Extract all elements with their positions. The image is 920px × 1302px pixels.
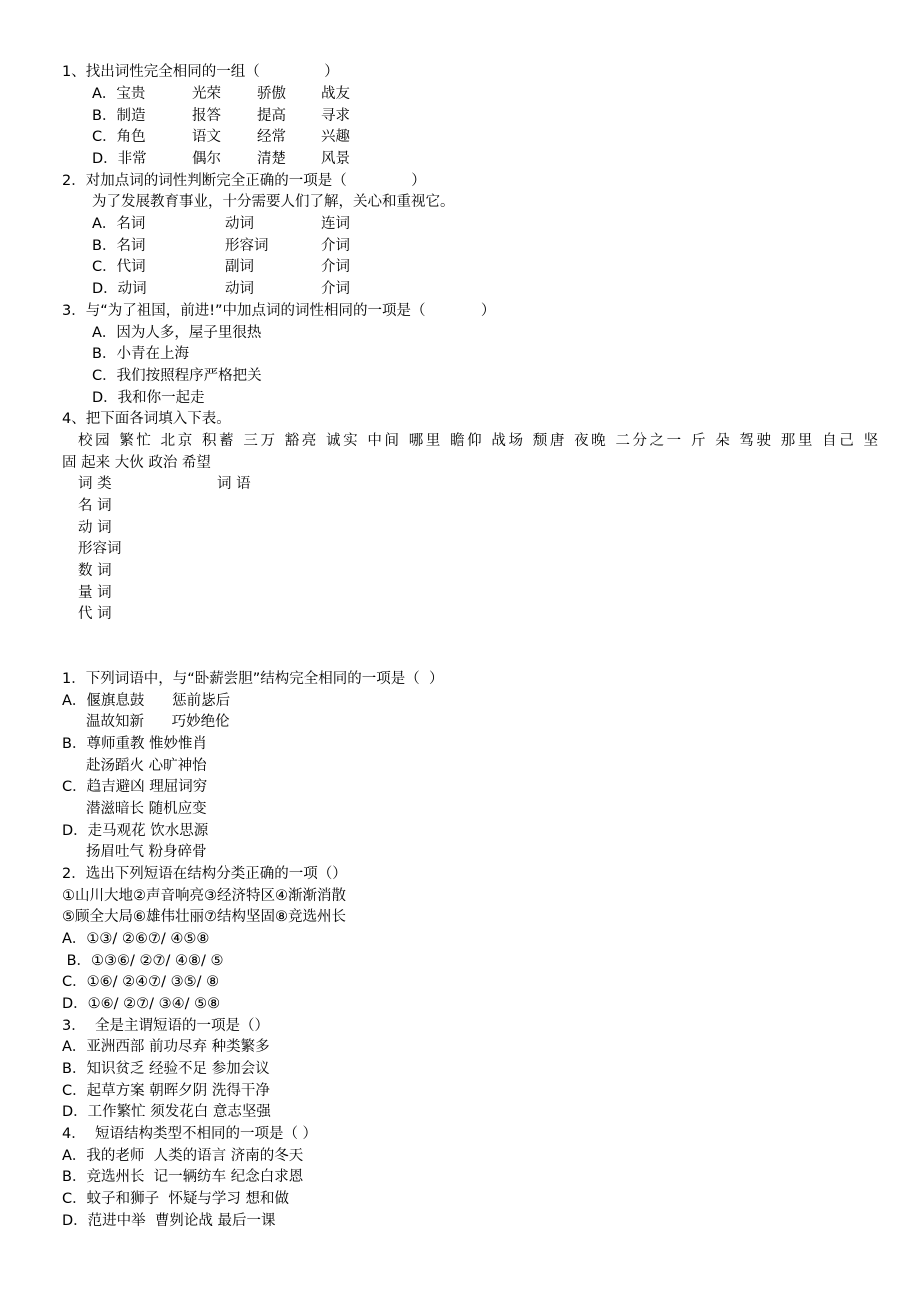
- p1-q2-opt-b-3: 介词: [321, 238, 350, 254]
- p1-q2-opt-d-1: D．动词: [92, 281, 147, 297]
- p1-q4-row-noun: 名 词: [78, 498, 112, 514]
- p2-q1-opt-c-line1: C．趋吉避凶 理屈词穷: [62, 779, 208, 795]
- p1-q4-row-adj: 形容词: [78, 541, 122, 557]
- p1-q1-opt-a-2: 光荣: [192, 86, 221, 102]
- p2-q3-opt-b: B．知识贫乏 经验不足 参加会议: [62, 1061, 270, 1077]
- p1-q2-opt-b-2: 形容词: [225, 238, 269, 254]
- p1-q3-opt-a: A．因为人多，屋子里很热: [92, 325, 262, 341]
- p2-q1-opt-d-line1: D．走马观花 饮水思源: [62, 823, 209, 839]
- p2-q2-opt-c: C．①⑥/ ②④⑦/ ③⑤/ ⑧: [62, 974, 220, 990]
- p1-q1-opt-b-3: 提高: [257, 108, 286, 124]
- p1-q4-stem: 4、把下面各词填入下表。: [62, 411, 231, 427]
- p1-q2-stem: 2．对加点词的词性判断完全正确的一项是（ ）: [62, 173, 426, 189]
- p2-q1-stem: 1．下列词语中，与“卧薪尝胆”结构完全相同的一项是（ ）: [62, 671, 444, 687]
- p1-q1-opt-c-1: C．角色: [92, 129, 146, 145]
- p1-q2-opt-d-2: 动词: [225, 281, 254, 297]
- p1-q1-opt-d-1: D．非常: [92, 151, 147, 167]
- p1-q4-header-type: 词 类: [78, 476, 112, 492]
- p1-q1-opt-a-1: A．宝贵: [92, 86, 146, 102]
- p1-q4-words-line2: 固 起来 大伙 政治 希望: [62, 455, 211, 471]
- p1-q4-words-line1: 校园 繁忙 北京 积蓄 三万 豁亮 诚实 中间 哪里 瞻仰 战场 颓唐 夜晚 二分之一 斤 朵 驾驶 那里 自己 坚: [78, 433, 878, 449]
- p1-q4-header-words: 词 语: [217, 476, 251, 492]
- p2-q3-opt-d: D．工作繁忙 须发花白 意志坚强: [62, 1104, 271, 1120]
- p1-q2-opt-a-3: 连词: [321, 216, 350, 232]
- p2-q2-opt-d: D．①⑥/ ②⑦/ ③④/ ⑤⑧: [62, 996, 221, 1012]
- p2-q3-stem: 3． 全是主谓短语的一项是（）: [62, 1018, 269, 1034]
- p1-q3-opt-d: D．我和你一起走: [92, 390, 205, 406]
- p2-q2-items-line1: ①山川大地②声音响亮③经济特区④渐渐消散: [62, 888, 346, 904]
- p2-q1-opt-c-line2: 潜滋暗长 随机应变: [86, 801, 207, 817]
- p1-q2-opt-c-2: 副词: [225, 259, 254, 275]
- p2-q2-opt-a: A．①③/ ②⑥⑦/ ④⑤⑧: [62, 931, 210, 947]
- p1-q2-opt-c-1: C．代词: [92, 259, 146, 275]
- p1-q1-stem: 1、找出词性完全相同的一组（ ）: [62, 64, 339, 80]
- p2-q2-opt-b: B．①③⑥/ ②⑦/ ④⑧/ ⑤: [62, 953, 224, 969]
- p1-q1-opt-d-3: 清楚: [257, 151, 286, 167]
- p2-q4-stem: 4． 短语结构类型不相同的一项是（ ）: [62, 1126, 318, 1142]
- p2-q4-opt-b: B．竞选州长 记一辆纺车 纪念白求恩: [62, 1169, 304, 1185]
- p2-q1-opt-a-line2: 温故知新 巧妙绝伦: [86, 714, 230, 730]
- p1-q4-row-pronoun: 代 词: [78, 606, 112, 622]
- p1-q4-row-verb: 动 词: [78, 520, 112, 536]
- p2-q1-opt-b-line2: 赴汤蹈火 心旷神怡: [86, 758, 207, 774]
- p1-q3-stem: 3．与“为了祖国，前进!”中加点词的词性相同的一项是（ ）: [62, 303, 496, 319]
- p1-q2-sentence: 为了发展教育事业，十分需要人们了解，关心和重视它。: [92, 194, 455, 210]
- p1-q3-opt-b: B．小青在上海: [92, 346, 189, 362]
- p1-q1-opt-c-2: 语文: [192, 129, 221, 145]
- p2-q4-opt-a: A．我的老师 人类的语言 济南的冬天: [62, 1148, 304, 1164]
- p1-q3-opt-c: C．我们按照程序严格把关: [92, 368, 262, 384]
- p1-q1-opt-d-4: 风景: [321, 151, 350, 167]
- p2-q3-opt-c: C．起草方案 朝晖夕阴 洗得干净: [62, 1083, 270, 1099]
- p1-q2-opt-d-3: 介词: [321, 281, 350, 297]
- p2-q2-stem: 2．选出下列短语在结构分类正确的一项（）: [62, 866, 347, 882]
- p2-q1-opt-a-line1: A．偃旗息鼓 惩前毖后: [62, 693, 231, 709]
- p1-q1-opt-c-3: 经常: [257, 129, 286, 145]
- p2-q4-opt-c: C．蚊子和狮子 怀疑与学习 想和做: [62, 1191, 289, 1207]
- p1-q1-opt-c-4: 兴趣: [321, 129, 350, 145]
- p2-q1-opt-d-line2: 扬眉吐气 粉身碎骨: [86, 844, 207, 860]
- p1-q2-opt-b-1: B．名词: [92, 238, 146, 254]
- p1-q2-opt-a-2: 动词: [225, 216, 254, 232]
- p2-q4-opt-d: D．范进中举 曹刿论战 最后一课: [62, 1213, 276, 1229]
- p1-q1-opt-d-2: 偶尔: [192, 151, 221, 167]
- p1-q1-opt-a-4: 战友: [321, 86, 350, 102]
- p1-q2-opt-c-3: 介词: [321, 259, 350, 275]
- p1-q1-opt-b-1: B．制造: [92, 108, 146, 124]
- p2-q1-opt-b-line1: B．尊师重教 惟妙惟肖: [62, 736, 208, 752]
- p2-q3-opt-a: A．亚洲西部 前功尽弃 种类繁多: [62, 1039, 270, 1055]
- p1-q4-row-num: 数 词: [78, 563, 112, 579]
- p1-q4-row-measure: 量 词: [78, 585, 112, 601]
- p1-q1-opt-a-3: 骄傲: [257, 86, 286, 102]
- p1-q1-opt-b-2: 报答: [192, 108, 221, 124]
- p1-q2-opt-a-1: A．名词: [92, 216, 146, 232]
- p1-q1-opt-b-4: 寻求: [321, 108, 350, 124]
- p2-q2-items-line2: ⑤顾全大局⑥雄伟壮丽⑦结构坚固⑧竞选州长: [62, 909, 346, 925]
